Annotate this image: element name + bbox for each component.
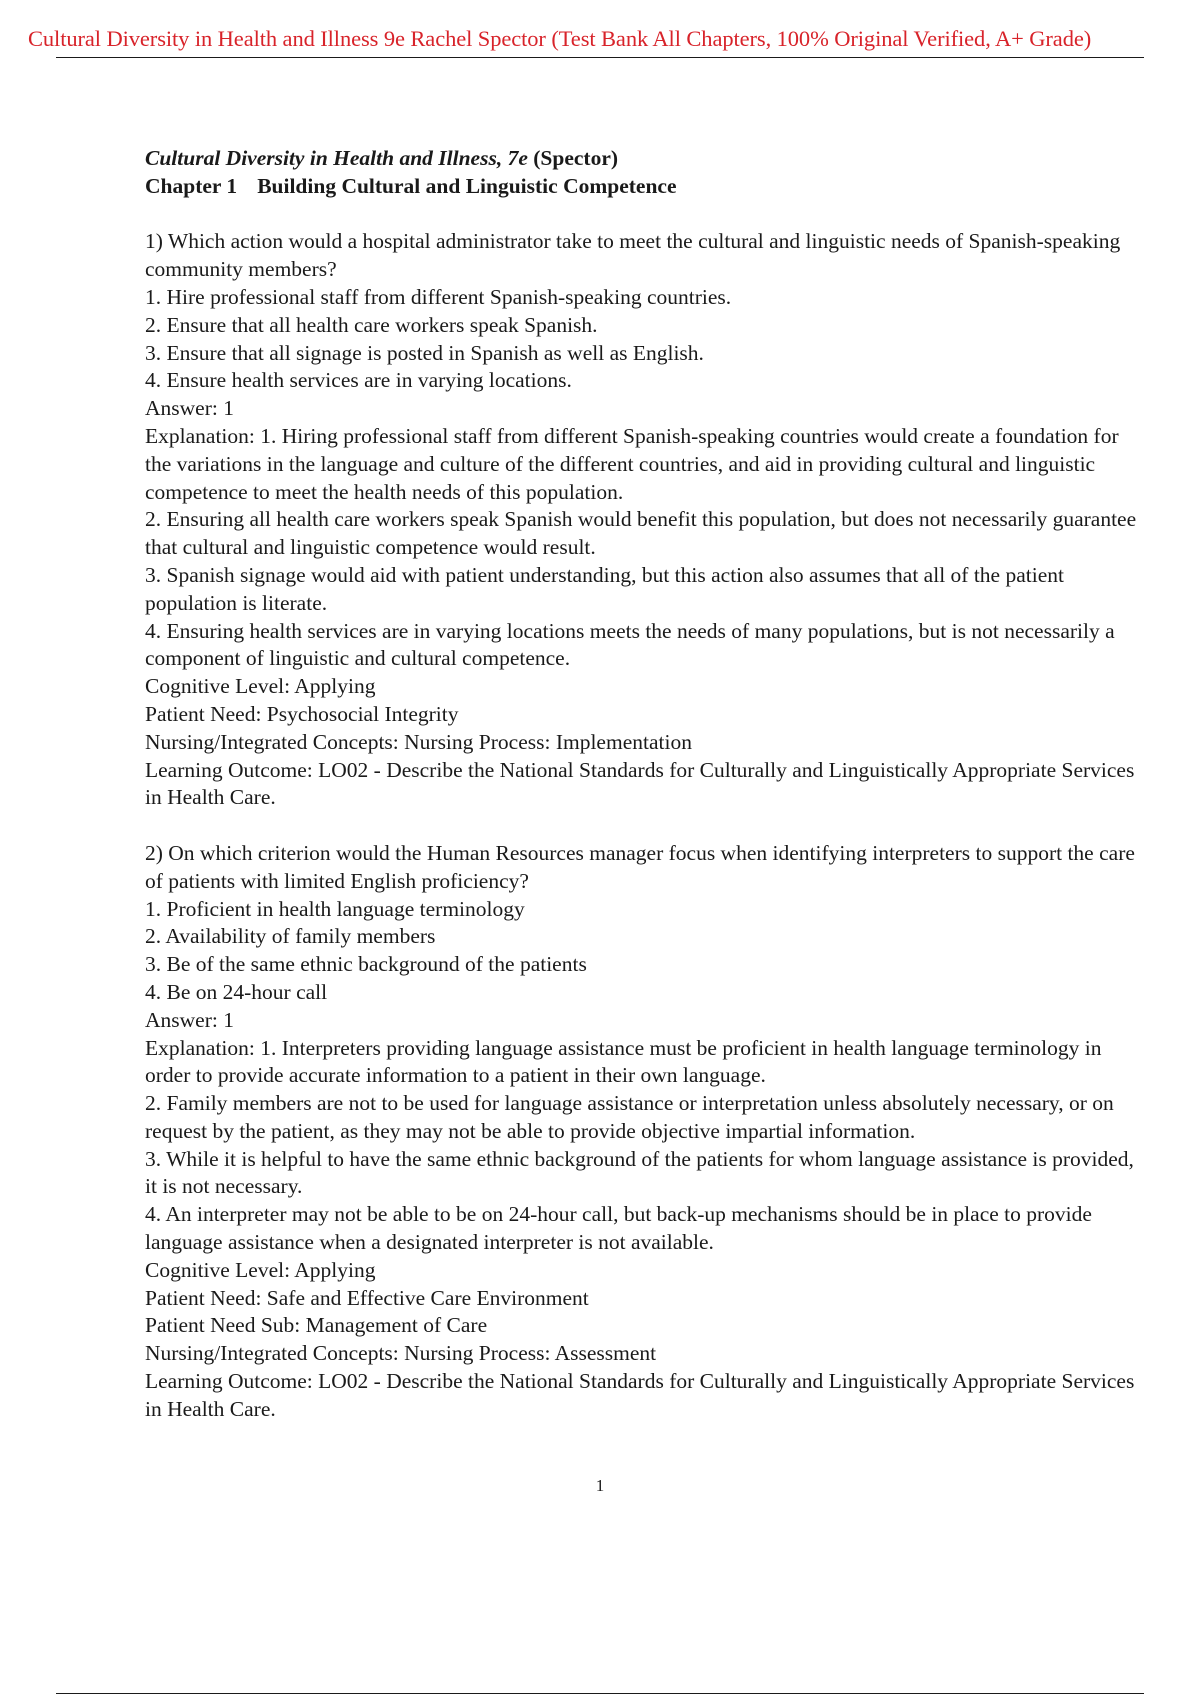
answer-option: 1. Proficient in health language terminology <box>145 896 525 921</box>
answer-option: 3. Ensure that all signage is posted in Spanish as well as English. <box>145 340 704 365</box>
answer-option: 3. Be of the same ethnic background of the patients <box>145 952 587 977</box>
explanation-paragraph: 3. Spanish signage would aid with patient understanding, but this action also assumes that all of the patient population is literate. <box>145 562 1064 615</box>
correct-answer: Answer: 1 <box>145 1007 234 1032</box>
chapter-label: Chapter 1 <box>145 173 238 198</box>
explanation-paragraph: 4. An interpreter may not be able to be on 24-hour call, but back-up mechanisms should be in place to provide language assistance when a designated interpreter is not available. <box>145 1202 1092 1255</box>
question-meta: Patient Need Sub: Management of Care <box>145 1313 488 1338</box>
footer-divider <box>56 1693 1144 1694</box>
document-header: Cultural Diversity in Health and Illness 9e Rachel Spector (Test Bank All Chapters, 100% Original Verified, A+ Grade) <box>28 26 1092 51</box>
correct-answer: Answer: 1 <box>145 396 234 421</box>
question-stem: 2) On which criterion would the Human Resources manager focus when identifying interpreters to support the care of patients with limited English proficiency? <box>145 840 1135 893</box>
explanation-paragraph: 4. Ensuring health services are in varying locations meets the needs of many populations, but is not necessarily a component of linguistic and cultural competence. <box>145 618 1115 671</box>
header-divider <box>56 57 1144 58</box>
book-title <box>145 145 1145 173</box>
question-meta: Cognitive Level: Applying <box>145 1257 376 1282</box>
question-1 <box>145 228 1145 812</box>
question-meta: Nursing/Integrated Concepts: Nursing Process: Assessment <box>145 1341 657 1366</box>
page-content <box>145 145 1145 1451</box>
book-title-author: (Spector) <box>527 146 619 170</box>
answer-option: 2. Ensure that all health care workers speak Spanish. <box>145 312 598 337</box>
chapter-name: Building Cultural and Linguistic Competence <box>257 173 677 198</box>
question-meta: Patient Need: Safe and Effective Care Environment <box>145 1285 589 1310</box>
question-meta: Learning Outcome: LO02 - Describe the National Standards for Culturally and Linguistically Appropriate Services in Health Care. <box>145 757 1135 810</box>
answer-option: 4. Ensure health services are in varying locations. <box>145 368 572 393</box>
explanation-paragraph: 2. Ensuring all health care workers speak Spanish would benefit this population, but does not necessarily guarantee that cultural and linguistic competence would result. <box>145 507 1137 560</box>
chapter-title <box>145 173 1145 201</box>
explanation-paragraph: Explanation: 1. Interpreters providing language assistance must be proficient in health language terminology in order to provide accurate information to a patient in their own language. <box>145 1035 1102 1088</box>
page-number: 1 <box>595 1476 605 1495</box>
explanation-paragraph: Explanation: 1. Hiring professional staff from different Spanish-speaking countries would create a foundation for the variations in the language and culture of the different countries, and aid in providing cultural and linguistic competence to meet the health needs of this population. <box>145 423 1119 504</box>
explanation-paragraph: 2. Family members are not to be used for language assistance or interpretation unless absolutely necessary, or on request by the patient, as they may not be able to provide objective impartial information. <box>145 1091 1114 1143</box>
book-title-italic: Cultural Diversity in Health and Illness, 7e <box>145 146 528 170</box>
question-meta: Cognitive Level: Applying <box>145 674 376 699</box>
answer-option: 1. Hire professional staff from different Spanish-speaking countries. <box>145 284 732 309</box>
question-2 <box>145 840 1145 1424</box>
explanation-paragraph: 3. While it is helpful to have the same ethnic background of the patients for whom language assistance is provided, it is not necessary. <box>145 1146 1134 1199</box>
question-stem: 1) Which action would a hospital administrator take to meet the cultural and linguistic needs of Spanish-speaking community members? <box>145 229 1121 282</box>
answer-option: 4. Be on 24-hour call <box>145 979 328 1004</box>
question-meta: Patient Need: Psychosocial Integrity <box>145 701 459 726</box>
question-meta: Nursing/Integrated Concepts: Nursing Process: Implementation <box>145 729 692 754</box>
question-meta: Learning Outcome: LO02 - Describe the National Standards for Culturally and Linguistically Appropriate Services in Health Care. <box>145 1369 1135 1421</box>
answer-option: 2. Availability of family members <box>145 924 436 949</box>
